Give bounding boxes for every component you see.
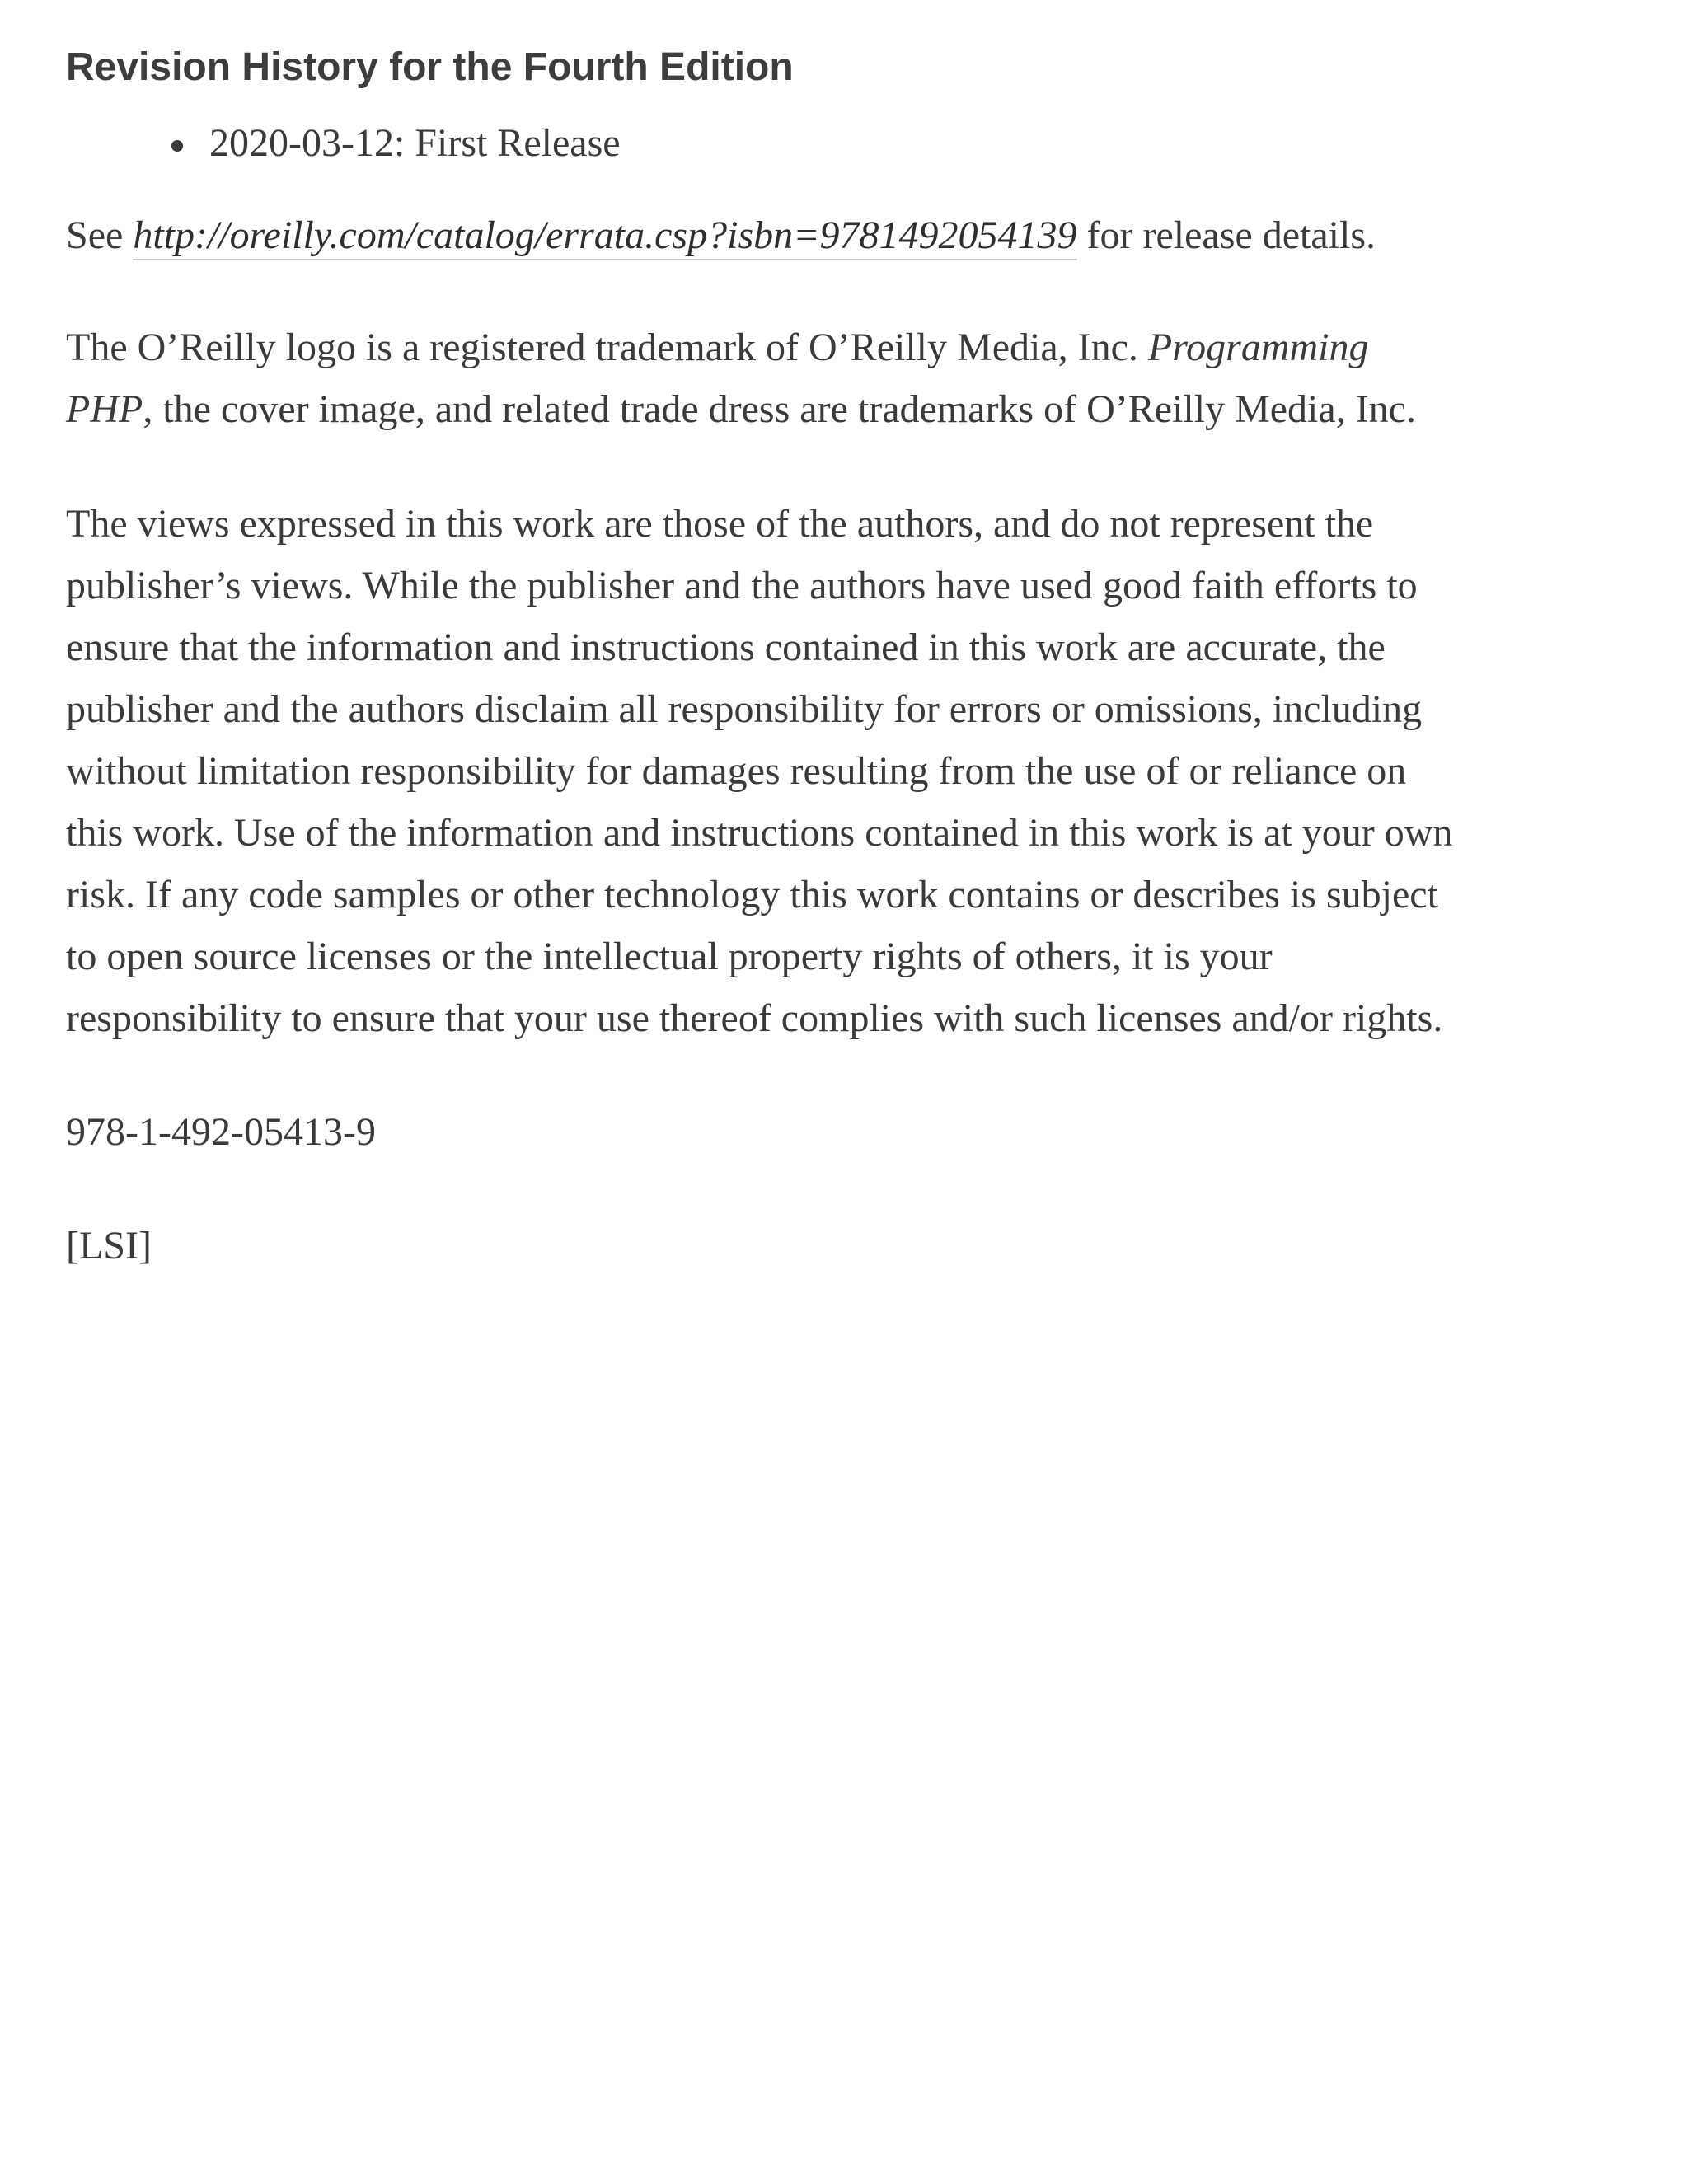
- revision-list: [66, 119, 621, 168]
- disclaimer-paragraph: [66, 493, 1452, 1049]
- disclaimer-line: this work. Use of the information and instructions contained in this work is at your own: [66, 811, 1453, 855]
- disclaimer-line: risk. If any code samples or other technology this work contains or describes is subject: [66, 873, 1438, 916]
- disclaimer-line: publisher and the authors disclaim all responsibility for errors or omissions, including: [66, 687, 1423, 731]
- isbn-number: 978-1-492-05413-9: [66, 1110, 376, 1154]
- disclaimer-line: responsibility to ensure that your use thereof complies with such licenses and/or rights.: [66, 996, 1443, 1040]
- revision-entry: 2020-03-12: First Release: [209, 121, 621, 165]
- disclaimer-line: to open source licenses or the intellectual property rights of others, it is your: [66, 935, 1273, 978]
- list-item: [66, 119, 621, 168]
- bullet-icon: [171, 140, 183, 152]
- printer-code: [LSI]: [66, 1224, 152, 1268]
- errata-link[interactable]: http://oreilly.com/catalog/errata.csp?isbn=9781492054139: [133, 213, 1076, 260]
- errata-suffix: for release details.: [1076, 213, 1376, 257]
- errata-prefix: See: [66, 213, 134, 257]
- disclaimer-line: without limitation responsibility for damages resulting from the use of or reliance on: [66, 749, 1407, 793]
- disclaimer-line: ensure that the information and instructions contained in this work are accurate, the: [66, 626, 1386, 669]
- trademark-text-cont: , the cover image, and related trade dress are trademarks of O’Reilly Media, Inc.: [143, 387, 1416, 431]
- book-title-part1: Programming: [1147, 326, 1369, 369]
- trademark-text: The O’Reilly logo is a registered trademark of O’Reilly Media, Inc.: [66, 326, 1148, 369]
- errata-paragraph: [66, 204, 1376, 266]
- disclaimer-line: publisher’s views. While the publisher and the authors have used good faith efforts to: [66, 564, 1418, 607]
- trademark-paragraph: [66, 316, 1416, 440]
- section-heading: Revision History for the Fourth Edition: [66, 45, 794, 89]
- disclaimer-line: The views expressed in this work are those of the authors, and do not represent the: [66, 502, 1374, 546]
- book-title-part2: PHP: [66, 387, 143, 431]
